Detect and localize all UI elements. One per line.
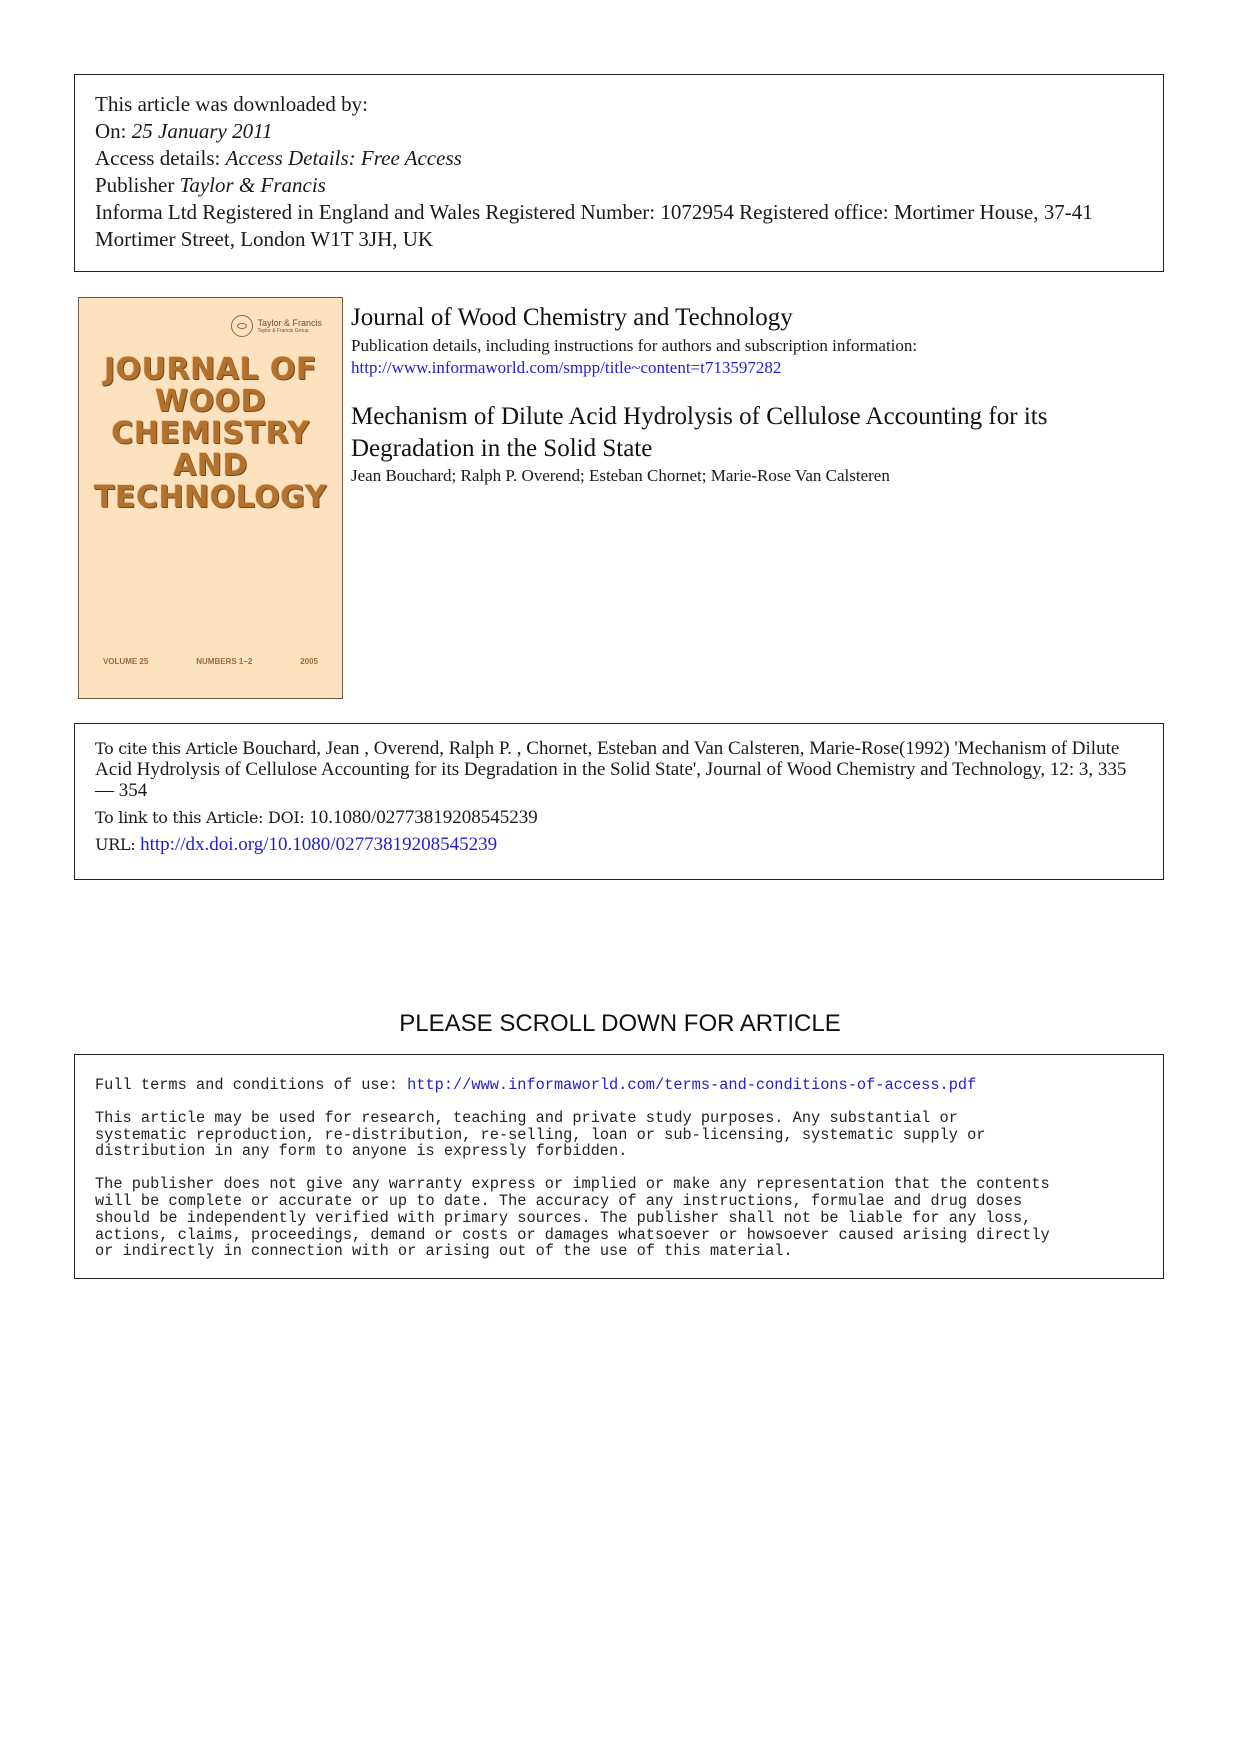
article-title: Mechanism of Dilute Acid Hydrolysis of Cellulose Accounting for its Degradation in the Solid State — [351, 403, 1048, 462]
terms-paragraph-usage: This article may be used for research, teaching and private study purposes. Any substantial or systematic reproduction, re-distribution, re-selling, loan or sub-licensing, systematic supply or distribution in any form to anyone is expressly forbidden. — [95, 1108, 986, 1161]
access-details-label: Access details: — [95, 146, 226, 170]
downloaded-by-text: This article was downloaded by: — [95, 92, 368, 116]
cite-text: Bouchard, Jean , Overend, Ralph P. , Chornet, Esteban and Van Calsteren, Marie-Rose(1992) 'Mechanism of Dilute Acid Hydrolysis of Cellulose Accounting for its Degradation in the Solid State', Journal of Wood Chemistry and Technology, 12: 3, 335 — 354 — [95, 738, 1127, 801]
full-terms-line — [95, 1077, 1143, 1094]
download-date-label: On: — [95, 119, 132, 143]
article-authors: Jean Bouchard; Ralph P. Overend; Esteban Chornet; Marie-Rose Van Calsteren — [351, 466, 890, 485]
cover-title — [79, 354, 342, 514]
download-date-value: 25 January 2011 — [131, 119, 273, 143]
cover-footer — [79, 657, 342, 666]
doi-url-link[interactable]: http://dx.doi.org/10.1080/02773819208545239 — [140, 834, 498, 855]
publisher — [95, 172, 1143, 199]
cover-volume: VOLUME 25 — [102, 657, 149, 666]
publisher-logo-text: Taylor & Francis — [257, 318, 322, 328]
scroll-notice: PLEASE SCROLL DOWN FOR ARTICLE — [399, 1010, 841, 1037]
journal-url-link[interactable]: http://www.informaworld.com/smpp/title~content=t713597282 — [351, 358, 782, 377]
url-row — [95, 834, 1143, 855]
terms-paragraph-disclaimer: The publisher does not give any warranty express or implied or make any representation that the contents will be complete or accurate or up to date. The accuracy of any instructions, formulae and drug doses should be independently verified with primary sources. The publisher shall not be liable for any loss, actions, claims, proceedings, demand or costs or damages whatsoever or howsoever caused arising directly or indirectly in connection with or arising out of the use of this material. — [95, 1175, 1050, 1261]
publisher-value: Taylor & Francis — [179, 173, 326, 197]
registered-office-text: Informa Ltd Registered in England and Wales Registered Number: 1072954 Registered office: Mortimer House, 37-41 Mortimer Street, London W1T 3JH, UK — [95, 200, 1093, 251]
terms-box — [74, 1054, 1164, 1279]
citation — [95, 738, 1143, 801]
publisher-label: Publisher — [95, 173, 180, 197]
access-details — [95, 145, 1143, 172]
cite-label: To cite this Article — [95, 739, 238, 758]
publisher-logo — [231, 315, 322, 337]
doi-value: 10.1080/02773819208545239 — [309, 807, 538, 828]
cover-title-line: AND — [173, 448, 248, 483]
citation-box — [74, 723, 1164, 880]
journal-cover-image — [78, 297, 343, 699]
access-details-value: Access Details: Free Access — [225, 146, 462, 170]
publication-details-text: Publication details, including instructions for authors and subscription information: — [351, 336, 918, 355]
full-terms-label: Full terms and conditions of use: — [95, 1076, 408, 1094]
terms-url-link[interactable]: http://www.informaworld.com/terms-and-conditions-of-access.pdf — [407, 1076, 977, 1094]
doi-row — [95, 807, 1143, 828]
journal-title: Journal of Wood Chemistry and Technology — [351, 304, 793, 331]
cover-title-line: JOURNAL OF — [103, 352, 317, 387]
download-date — [95, 118, 1143, 145]
cover-year: 2005 — [300, 657, 318, 666]
cover-title-line: WOOD — [155, 384, 266, 419]
cover-numbers: NUMBERS 1–2 — [196, 657, 253, 666]
journal-info — [351, 303, 1171, 487]
url-label: URL: — [95, 835, 136, 854]
download-info-box — [74, 74, 1164, 272]
cover-title-line: TECHNOLOGY — [94, 480, 327, 515]
publisher-logo-subtext: Taylor & Francis Group — [257, 328, 309, 334]
cover-title-line: CHEMISTRY — [111, 416, 310, 451]
doi-label: To link to this Article: DOI: — [95, 808, 305, 827]
publisher-logo-icon — [231, 315, 253, 337]
